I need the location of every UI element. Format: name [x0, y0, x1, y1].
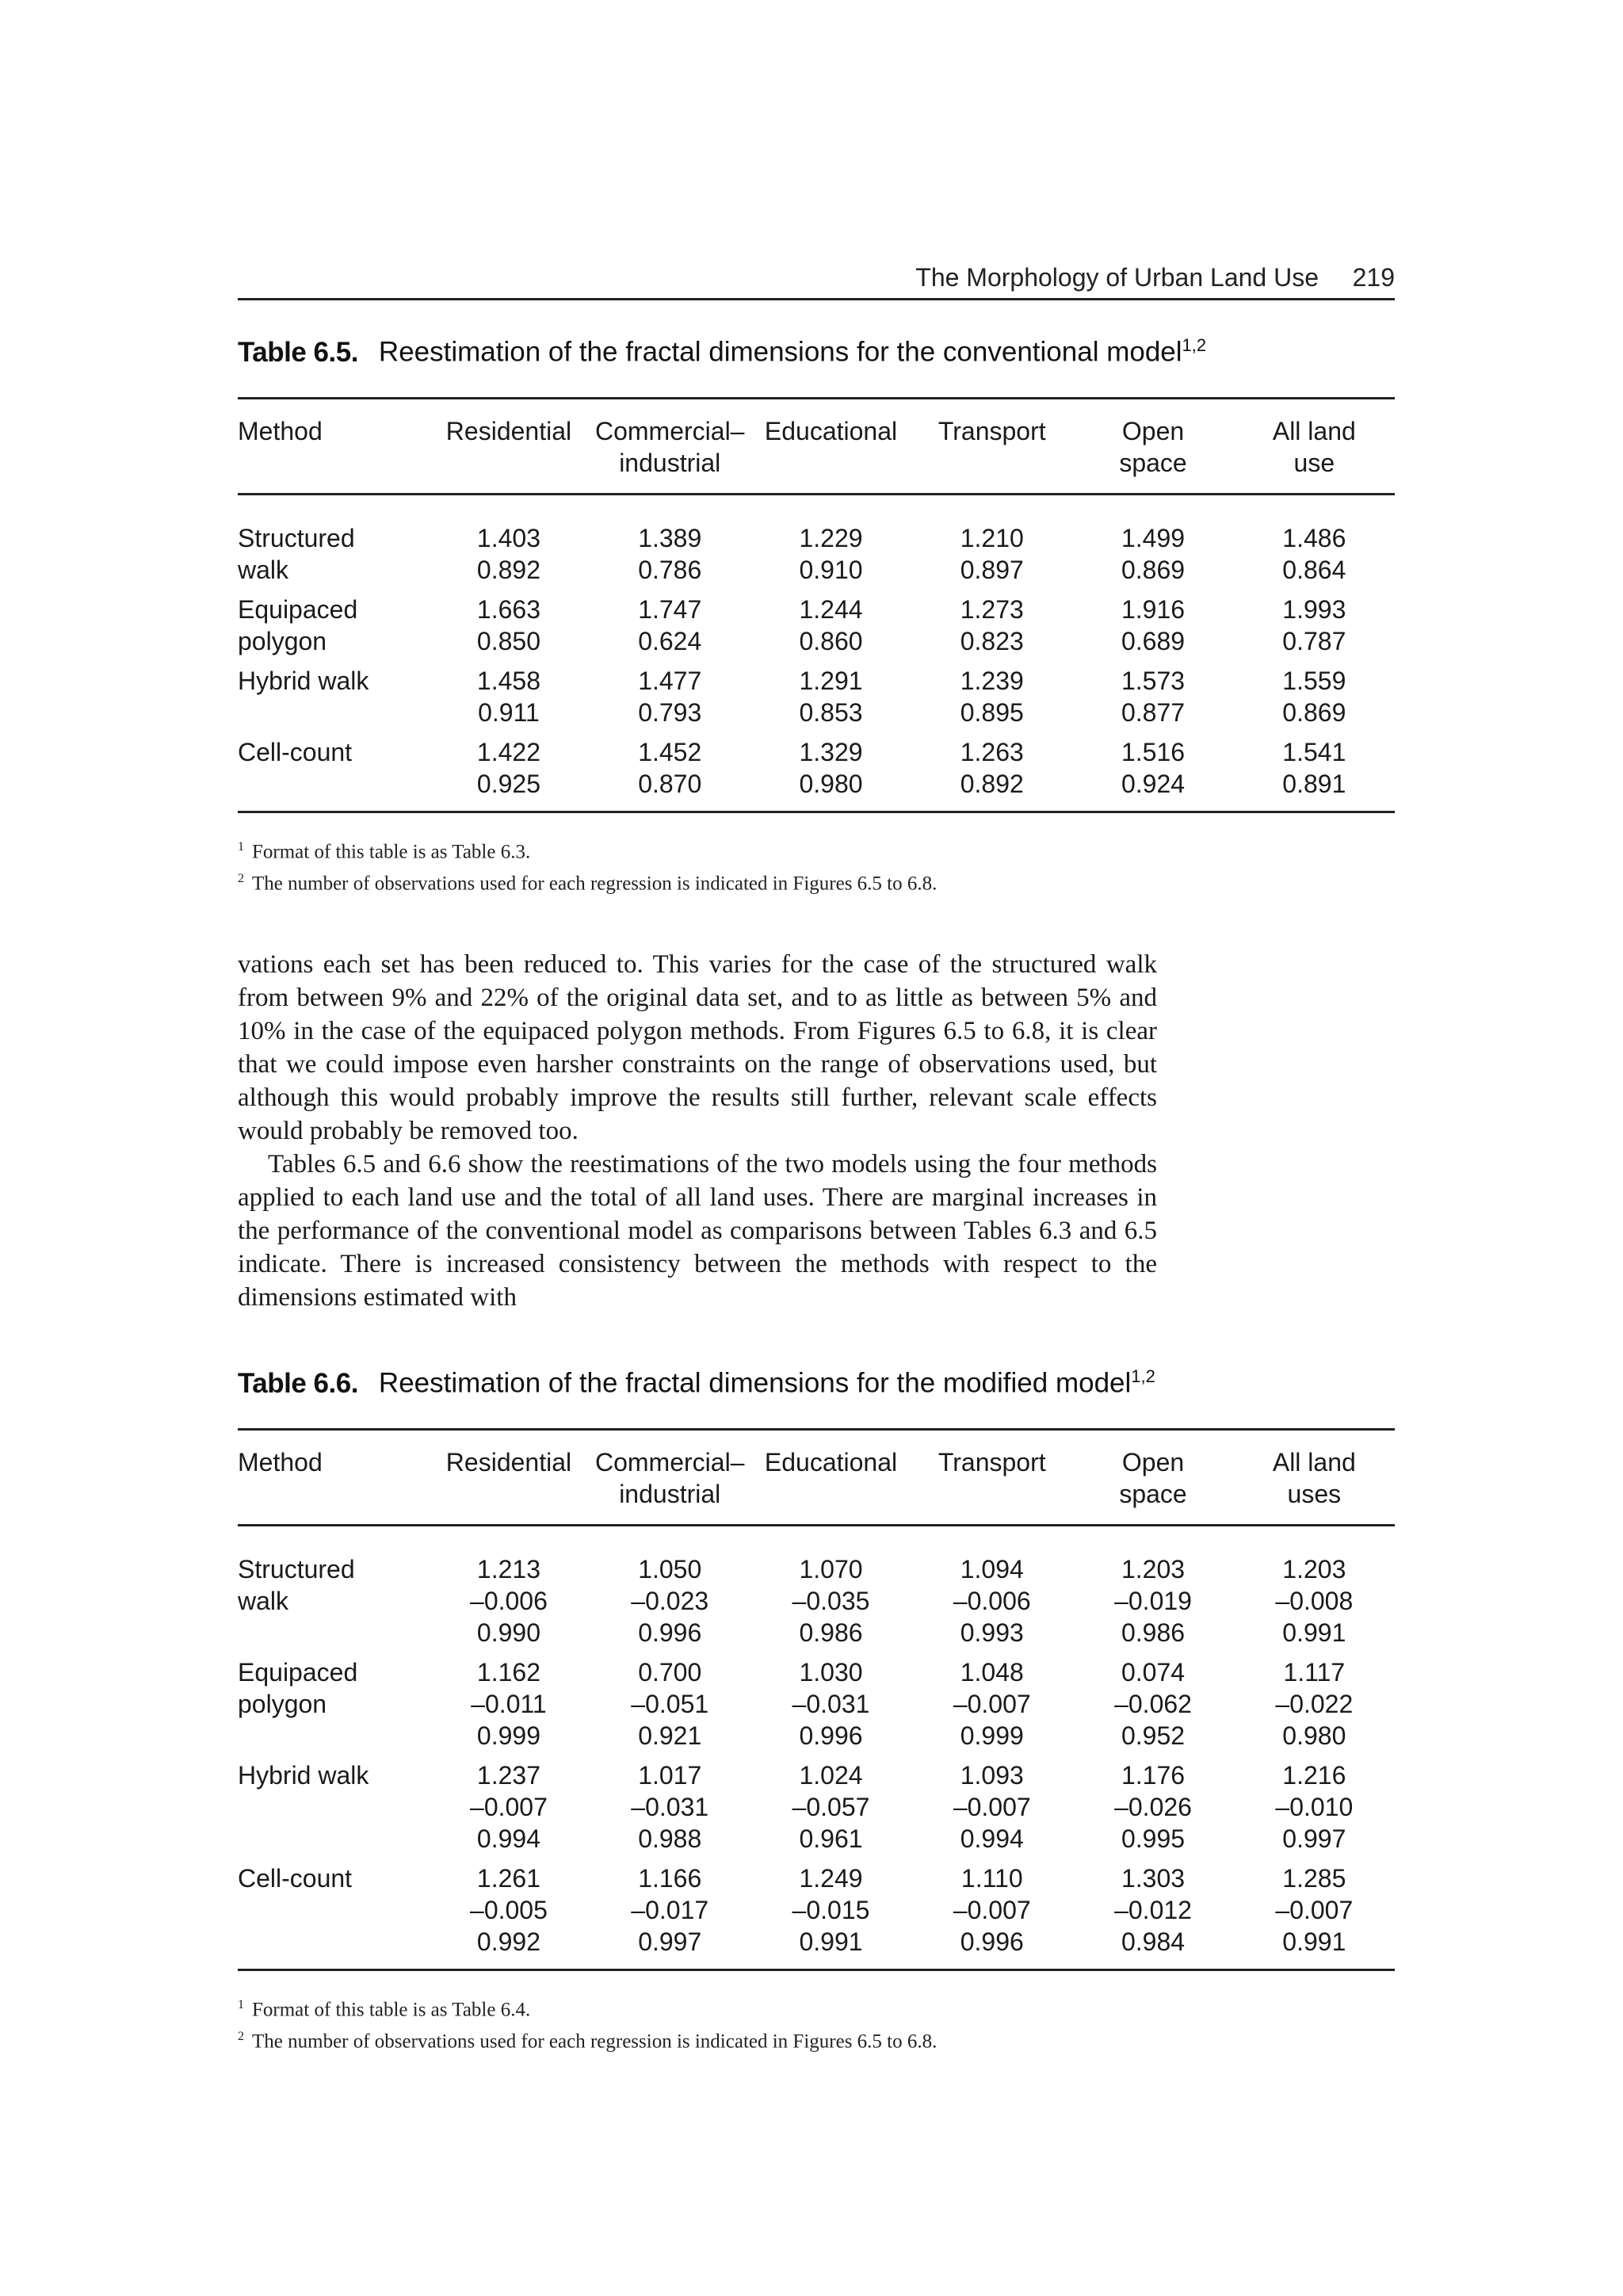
value-cell: 1.213: [476, 1554, 540, 1584]
footnote: [238, 1992, 1395, 2023]
table-row: [238, 1648, 1395, 1688]
value-cell: 1.993: [1282, 594, 1346, 624]
header-line: space: [1119, 448, 1187, 477]
value-cell: 0.924: [1121, 769, 1186, 798]
method-cell: Equipaced: [238, 594, 358, 624]
value-cell: 1.094: [960, 1554, 1024, 1584]
table-row: [238, 728, 1395, 768]
table-row: [238, 1926, 1395, 1970]
value-cell: –0.062: [1114, 1689, 1192, 1718]
value-cell: 0.891: [1282, 769, 1346, 798]
table-row: [238, 1585, 1395, 1617]
value-cell: 0.892: [960, 769, 1024, 798]
value-cell: 1.285: [1282, 1863, 1346, 1893]
table-6-5: [238, 397, 1395, 813]
value-cell: 0.850: [476, 626, 540, 655]
method-cell: polygon: [238, 1689, 327, 1718]
value-cell: –0.010: [1275, 1792, 1354, 1821]
header-line: Commercial–: [594, 416, 745, 445]
header-line: industrial: [619, 448, 721, 477]
value-cell: 0.990: [476, 1618, 540, 1647]
value-cell: 0.996: [799, 1721, 863, 1750]
value-cell: –0.031: [792, 1689, 870, 1718]
value-cell: 0.988: [638, 1824, 702, 1853]
table-row: [238, 697, 1395, 728]
column-header: [428, 1429, 589, 1525]
value-cell: 0.892: [476, 555, 540, 584]
value-cell: 1.210: [960, 523, 1024, 552]
body-paragraph: vations each set has been reduced to. This varies for the case of the structured walk from between 9% and 22% of the original data set, and to as little as between 5% and 10% in the case of the equipaced polygon methods. From Figures 6.5 to 6.8, it is clear that we could impose even harsher constraints on the range of observations used, but although this would probably improve the results still further, relevant scale effects would probably be removed too.: [238, 950, 1157, 1146]
value-cell: 0.995: [1121, 1824, 1186, 1853]
value-cell: 0.877: [1121, 697, 1186, 727]
table-title-footnote-marks: 1,2: [1182, 335, 1207, 355]
value-cell: 1.477: [638, 666, 702, 695]
header-line: industrial: [619, 1479, 721, 1508]
header-line: Residential: [445, 1447, 572, 1477]
column-header: [1234, 1429, 1395, 1525]
value-cell: 0.897: [960, 555, 1024, 584]
footnote: [238, 834, 1395, 865]
header-line: All land: [1272, 416, 1356, 445]
value-cell: 1.093: [960, 1760, 1024, 1790]
value-cell: 1.261: [476, 1863, 540, 1893]
value-cell: 1.229: [799, 523, 863, 552]
value-cell: 0.925: [476, 769, 540, 798]
value-cell: –0.023: [631, 1586, 709, 1615]
header-line: uses: [1287, 1479, 1342, 1508]
value-cell: –0.007: [953, 1689, 1031, 1718]
column-header: [911, 398, 1072, 494]
value-cell: 1.176: [1121, 1760, 1186, 1790]
value-cell: –0.035: [792, 1586, 870, 1615]
footnote-mark: 1: [238, 839, 244, 854]
method-cell: [238, 1791, 428, 1823]
method-cell: Equipaced: [238, 1657, 358, 1687]
value-cell: 0.952: [1121, 1721, 1186, 1750]
value-cell: –0.007: [1275, 1895, 1354, 1924]
value-cell: –0.057: [792, 1792, 870, 1821]
value-cell: 0.986: [799, 1618, 863, 1647]
table-row: [238, 768, 1395, 812]
page: [238, 254, 1395, 2056]
body-paragraph: Tables 6.5 and 6.6 show the reestimations of the two models using the four methods applied to each land use and the total of all land uses. There are marginal increases in the performance of the conventional model as comparisons between Tables 6.3 and 6.5 indicate. There is increased consistency between the methods with respect to the dimensions estimated with: [238, 1150, 1157, 1312]
footnote-text: The number of observations used for each regression is indicated in Figures 6.5 to 6.8.: [252, 2030, 938, 2053]
value-cell: 0.999: [960, 1721, 1024, 1750]
table-label: Table 6.6.: [238, 1367, 358, 1399]
table-row: [238, 1791, 1395, 1823]
value-cell: –0.031: [631, 1792, 709, 1821]
method-cell: Structured: [238, 523, 355, 552]
value-cell: 1.030: [799, 1657, 863, 1687]
value-cell: 1.559: [1282, 666, 1346, 695]
header-line: use: [1293, 448, 1335, 477]
value-cell: 0.992: [476, 1927, 540, 1956]
value-cell: 1.747: [638, 594, 702, 624]
header-line: Educational: [764, 416, 898, 445]
header-line: Method: [238, 416, 323, 445]
header-line: [428, 1478, 589, 1510]
value-cell: 0.864: [1282, 555, 1346, 584]
value-cell: 0.869: [1282, 697, 1346, 727]
value-cell: 1.239: [960, 666, 1024, 695]
value-cell: 1.216: [1282, 1760, 1346, 1790]
method-cell: [238, 768, 428, 812]
value-cell: 0.870: [638, 769, 702, 798]
table-row: [238, 1894, 1395, 1926]
value-cell: 0.624: [638, 626, 702, 655]
table-title: Reestimation of the fractal dimensions for the modified model: [378, 1367, 1132, 1399]
table-row: [238, 1720, 1395, 1752]
value-cell: 1.203: [1282, 1554, 1346, 1584]
value-cell: 0.997: [1282, 1824, 1346, 1853]
column-header: [1072, 398, 1233, 494]
table-row: [238, 1688, 1395, 1720]
running-head: [238, 254, 1395, 300]
value-cell: 0.910: [799, 555, 863, 584]
column-header: [590, 1429, 750, 1525]
value-cell: –0.008: [1275, 1586, 1354, 1615]
table-6-5-caption: [238, 335, 1395, 369]
table-row: [238, 586, 1395, 625]
method-cell: Cell-count: [238, 737, 353, 766]
table-label: Table 6.5.: [238, 336, 358, 368]
table-row: [238, 1823, 1395, 1855]
value-cell: 0.980: [799, 769, 863, 798]
value-cell: –0.022: [1275, 1689, 1354, 1718]
footnote-mark: 1: [238, 1997, 244, 2011]
value-cell: 0.921: [638, 1721, 702, 1750]
value-cell: 1.117: [1283, 1657, 1346, 1687]
header-line: Open: [1121, 416, 1185, 445]
method-cell: [238, 1617, 428, 1648]
method-cell: [238, 1823, 428, 1855]
value-cell: –0.007: [953, 1895, 1031, 1924]
value-cell: 0.786: [638, 555, 702, 584]
value-cell: –0.011: [471, 1689, 547, 1718]
method-cell: [238, 1926, 428, 1970]
value-cell: 0.980: [1282, 1721, 1346, 1750]
value-cell: 1.203: [1121, 1554, 1186, 1584]
footnote-text: Format of this table is as Table 6.4.: [252, 1999, 531, 2021]
method-cell: polygon: [238, 626, 327, 655]
value-cell: 1.516: [1121, 737, 1186, 766]
header-line: Transport: [938, 416, 1046, 445]
header-line: [750, 1478, 911, 1510]
page-number: 219: [1352, 263, 1395, 292]
header-line: [911, 1478, 1072, 1510]
method-cell: Cell-count: [238, 1863, 353, 1893]
value-cell: –0.007: [953, 1792, 1031, 1821]
value-cell: 0.996: [638, 1618, 702, 1647]
header-line: All land: [1272, 1447, 1356, 1477]
footnote-text: The number of observations used for each regression is indicated in Figures 6.5 to 6.8.: [252, 873, 938, 895]
table-title: Reestimation of the fractal dimensions for the conventional model: [378, 336, 1182, 368]
value-cell: –0.007: [470, 1792, 548, 1821]
method-cell: [238, 1720, 428, 1752]
value-cell: 0.999: [476, 1721, 540, 1750]
value-cell: –0.019: [1114, 1586, 1192, 1615]
value-cell: 0.993: [960, 1618, 1024, 1647]
value-cell: 1.162: [476, 1657, 540, 1687]
header-line: [750, 447, 911, 479]
value-cell: 1.273: [960, 594, 1024, 624]
column-header: [1072, 1429, 1233, 1525]
value-cell: 1.499: [1121, 523, 1186, 552]
column-header: [1234, 398, 1395, 494]
method-cell: [238, 1894, 428, 1926]
footnote: [238, 2023, 1395, 2055]
value-cell: 1.303: [1121, 1863, 1186, 1893]
value-cell: 1.486: [1282, 523, 1346, 552]
value-cell: 0.996: [960, 1927, 1024, 1956]
table-row: [238, 1752, 1395, 1791]
value-cell: 0.994: [960, 1824, 1024, 1853]
value-cell: 0.984: [1121, 1927, 1186, 1956]
value-cell: 1.249: [799, 1863, 863, 1893]
header-line: [911, 447, 1072, 479]
value-cell: 0.793: [638, 697, 702, 727]
value-cell: 1.263: [960, 737, 1024, 766]
value-cell: –0.006: [953, 1586, 1031, 1615]
header-line: Educational: [764, 1447, 898, 1477]
value-cell: 0.074: [1121, 1657, 1186, 1687]
table-row: [238, 1855, 1395, 1894]
value-cell: 0.991: [1282, 1927, 1346, 1956]
value-cell: 0.911: [478, 697, 540, 727]
value-cell: 1.050: [638, 1554, 702, 1584]
table-row: [238, 657, 1395, 697]
value-cell: 1.291: [799, 666, 863, 695]
column-header: [590, 398, 750, 494]
column-header: [750, 1429, 911, 1525]
value-cell: 1.110: [960, 1863, 1023, 1893]
table-row: [238, 1525, 1395, 1585]
value-cell: –0.012: [1114, 1895, 1192, 1924]
value-cell: 1.403: [476, 523, 540, 552]
value-cell: 1.389: [638, 523, 702, 552]
value-cell: 1.070: [799, 1554, 863, 1584]
running-head-title: The Morphology of Urban Land Use: [915, 263, 1319, 292]
method-cell: [238, 697, 428, 728]
header-line: Transport: [938, 1447, 1046, 1477]
value-cell: 1.663: [476, 594, 540, 624]
column-header: [428, 398, 589, 494]
table-row: [238, 494, 1395, 554]
footnote-mark: 2: [238, 871, 244, 885]
value-cell: 0.991: [799, 1927, 863, 1956]
value-cell: 0.869: [1121, 555, 1186, 584]
value-cell: 0.994: [476, 1824, 540, 1853]
table-6-6-footnotes: [238, 1992, 1395, 2056]
value-cell: 1.458: [476, 666, 540, 695]
value-cell: 0.853: [799, 697, 863, 727]
table-row: [238, 1617, 1395, 1648]
value-cell: 1.244: [799, 594, 863, 624]
method-cell: Hybrid walk: [238, 666, 369, 695]
value-cell: 0.689: [1121, 626, 1186, 655]
value-cell: 0.700: [638, 1657, 702, 1687]
footnote: [238, 865, 1395, 897]
header-line: space: [1119, 1479, 1187, 1508]
value-cell: –0.026: [1114, 1792, 1192, 1821]
column-header-method: [238, 1429, 428, 1525]
value-cell: 1.237: [476, 1760, 540, 1790]
method-cell: Hybrid walk: [238, 1760, 369, 1790]
value-cell: –0.006: [470, 1586, 548, 1615]
value-cell: 1.422: [476, 737, 540, 766]
table-row: [238, 625, 1395, 657]
value-cell: 1.452: [638, 737, 702, 766]
header-line: Method: [238, 1447, 323, 1477]
table-title-footnote-marks: 1,2: [1131, 1366, 1155, 1387]
value-cell: 1.573: [1121, 666, 1186, 695]
value-cell: 1.166: [638, 1863, 702, 1893]
value-cell: 1.329: [799, 737, 863, 766]
value-cell: 0.895: [960, 697, 1024, 727]
value-cell: 1.048: [960, 1657, 1024, 1687]
value-cell: 0.991: [1282, 1618, 1346, 1647]
table-6-6: [238, 1428, 1395, 1971]
header-line: Commercial–: [594, 1447, 745, 1477]
value-cell: 0.986: [1121, 1618, 1186, 1647]
value-cell: 1.916: [1121, 594, 1186, 624]
method-cell: walk: [238, 555, 289, 584]
value-cell: 0.860: [799, 626, 863, 655]
value-cell: –0.015: [792, 1895, 870, 1924]
value-cell: 0.823: [960, 626, 1024, 655]
header-line: Open: [1121, 1447, 1185, 1477]
table-6-6-caption: [238, 1366, 1395, 1400]
value-cell: 1.017: [638, 1760, 702, 1790]
value-cell: –0.051: [631, 1689, 709, 1718]
table-row: [238, 554, 1395, 586]
body-text: [238, 948, 1157, 1314]
footnote-mark: 2: [238, 2030, 244, 2044]
table-6-5-footnotes: [238, 834, 1395, 898]
column-header-method: [238, 398, 428, 494]
footnote-text: Format of this table is as Table 6.3.: [252, 840, 531, 862]
value-cell: –0.017: [631, 1895, 709, 1924]
column-header: [750, 398, 911, 494]
value-cell: –0.005: [470, 1895, 548, 1924]
column-header: [911, 1429, 1072, 1525]
header-line: [428, 447, 589, 479]
method-cell: Structured: [238, 1554, 355, 1584]
value-cell: 0.961: [799, 1824, 863, 1853]
header-line: Residential: [445, 416, 572, 445]
value-cell: 1.541: [1282, 737, 1346, 766]
value-cell: 0.787: [1282, 626, 1346, 655]
value-cell: 1.024: [799, 1760, 863, 1790]
method-cell: walk: [238, 1586, 289, 1615]
value-cell: 0.997: [638, 1927, 702, 1956]
